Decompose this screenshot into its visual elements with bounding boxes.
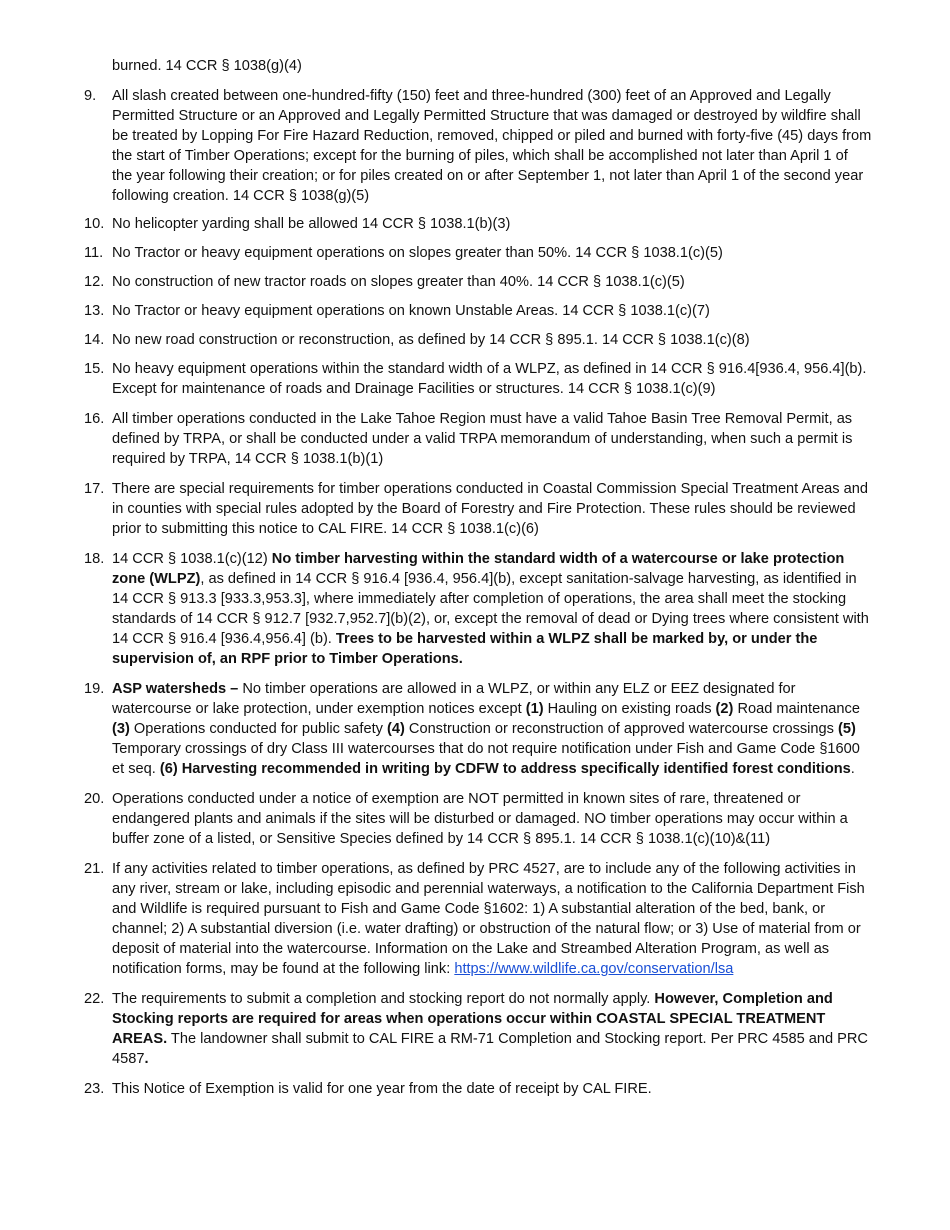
item-number: 20.: [84, 791, 105, 807]
item-text: The requirements to submit a completion and stocking report do not normally apply. However, Completion and Stocking reports are required for areas when operations occur within COASTAL SPECIAL TREATMENT AREAS. The landowner shall submit to CAL FIRE a RM-71 Completion and Stocking report. Per PRC 4585 and PRC 4587.: [112, 991, 868, 1067]
list-item: [0, 301, 872, 321]
item-text: No construction of new tractor roads on slopes greater than 40%. 14 CCR § 1038.1(c)(5): [112, 274, 685, 290]
item-number: 23.: [84, 1081, 105, 1097]
item-number: 17.: [84, 481, 105, 497]
list-item: [0, 859, 872, 979]
item-text: No Tractor or heavy equipment operations on known Unstable Areas. 14 CCR § 1038.1(c)(7): [112, 303, 710, 319]
item-number: 9.: [84, 88, 97, 104]
item-number: 13.: [84, 303, 105, 319]
list-item: [0, 679, 872, 779]
list-item: [0, 789, 872, 849]
item-text: All timber operations conducted in the Lake Tahoe Region must have a valid Tahoe Basin Tree Removal Permit, as defined by TRPA, or shall be conducted under a valid TRPA memorandum of understanding, when such a permit is required by TRPA, 14 CCR § 1038.1(b)(1): [112, 411, 853, 467]
list-item: [0, 989, 872, 1069]
item-number: 11.: [84, 245, 104, 261]
item-number: 21.: [84, 861, 105, 877]
requirements-list: [0, 86, 950, 1109]
list-item: [0, 243, 872, 263]
item-number: 15.: [84, 361, 105, 377]
item-text: This Notice of Exemption is valid for one year from the date of receipt by CAL FIRE.: [112, 1081, 652, 1097]
item-text: No Tractor or heavy equipment operations on slopes greater than 50%. 14 CCR § 1038.1(c)(5): [112, 245, 723, 261]
list-item: [0, 214, 872, 234]
item-text: There are special requirements for timber operations conducted in Coastal Commission Special Treatment Areas and in counties with special rules adopted by the Board of Forestry and Fire Protection. These rules should be reviewed prior to submitting this notice to CAL FIRE. 14 CCR § 1038.1(c)(6): [112, 481, 869, 537]
item-text: No heavy equipment operations within the standard width of a WLPZ, as defined in 14 CCR § 916.4[936.4, 956.4](b). Except for maintenance of roads and Drainage Facilities or structures. 14 CCR § 1038.1(c)(9): [112, 361, 867, 397]
item-number: 19.: [84, 681, 105, 697]
list-item: [0, 549, 872, 669]
list-item: [0, 479, 872, 539]
item-number: 22.: [84, 991, 105, 1007]
list-item: [0, 272, 872, 292]
list-item: [0, 1079, 872, 1099]
item-number: 16.: [84, 411, 105, 427]
item-number: 12.: [84, 274, 105, 290]
item-text: No new road construction or reconstruction, as defined by 14 CCR § 895.1. 14 CCR § 1038.1(c)(8): [112, 332, 750, 348]
item-text: All slash created between one-hundred-fifty (150) feet and three-hundred (300) feet of an Approved and Legally Permitted Structure or an Approved and Legally Permitted Structure that was damaged or destroyed by wildfire shall be treated by Lopping For Fire Hazard Reduction, removed, chipped or piled and burned with forty-five (45) days from the start of Timber Operations; except for the burning of piles, which shall be accomplished not later than April 1 of the year following their creation; or for piles created on or after September 1, not later than April 1 of the second year following creation. 14 CCR § 1038(g)(5): [112, 88, 872, 204]
list-item: [0, 359, 872, 399]
lsa-link[interactable]: https://www.wildlife.ca.gov/conservation/lsa: [454, 961, 734, 977]
continued-text: burned. 14 CCR § 1038(g)(4): [112, 58, 302, 74]
item-text: No helicopter yarding shall be allowed 14 CCR § 1038.1(b)(3): [112, 216, 511, 232]
list-item: [0, 409, 872, 469]
item-number: 18.: [84, 551, 105, 567]
item-text: If any activities related to timber operations, as defined by PRC 4527, are to include any of the following activities in any river, stream or lake, including episodic and perennial waterways, a notification to the California Department Fish and Wildlife is required pursuant to Fish and Game Code §1602: 1) A substantial alteration of the bed, bank, or channel; 2) A substantial diversion (i.e. water drafting) or obstruction of the natural flow; or 3) Use of material from or deposit of material into the watercourse. Information on the Lake and Streambed Alteration Program, as well as notification forms, may be found at the following link: https://www.wildlife.ca.gov/conservation/lsa: [112, 861, 865, 977]
item-text: Operations conducted under a notice of exemption are NOT permitted in known sites of rare, threatened or endangered plants and animals if the sites will be disturbed or damaged. NO timber operations may occur within a buffer zone of a listed, or Sensitive Species defined by 14 CCR § 895.1. 14 CCR § 1038.1(c)(10)&(11): [112, 791, 848, 847]
list-item: [0, 86, 872, 206]
item-number: 10.: [84, 216, 105, 232]
item-text: 14 CCR § 1038.1(c)(12) No timber harvesting within the standard width of a watercourse or lake protection zone (WLPZ), as defined in 14 CCR § 916.4 [936.4, 956.4](b), except sanitation-salvage harvesting, as identified in 14 CCR § 913.3 [933.3,953.3], where immediately after completion of operations, the area shall meet the stocking standards of 14 CCR § 912.7 [932.7,952.7](b)(2), or, except the removal of dead or Dying trees where consistent with 14 CCR § 916.4 [936.4,956.4] (b). Trees to be harvested within a WLPZ shall be marked by, or under the supervision of, an RPF prior to Timber Operations.: [112, 551, 869, 667]
item-number: 14.: [84, 332, 105, 348]
item-text: ASP watersheds – No timber operations are allowed in a WLPZ, or within any ELZ or EEZ designated for watercourse or lake protection, under exemption notices except (1) Hauling on existing roads (2) Road maintenance (3) Operations conducted for public safety (4) Construction or reconstruction of approved watercourse crossings (5) Temporary crossings of dry Class III watercourses that do not require notification under Fish and Game Code §1600 et seq. (6) Harvesting recommended in writing by CDFW to address specifically identified forest conditions.: [112, 681, 860, 777]
list-item: [0, 330, 872, 350]
